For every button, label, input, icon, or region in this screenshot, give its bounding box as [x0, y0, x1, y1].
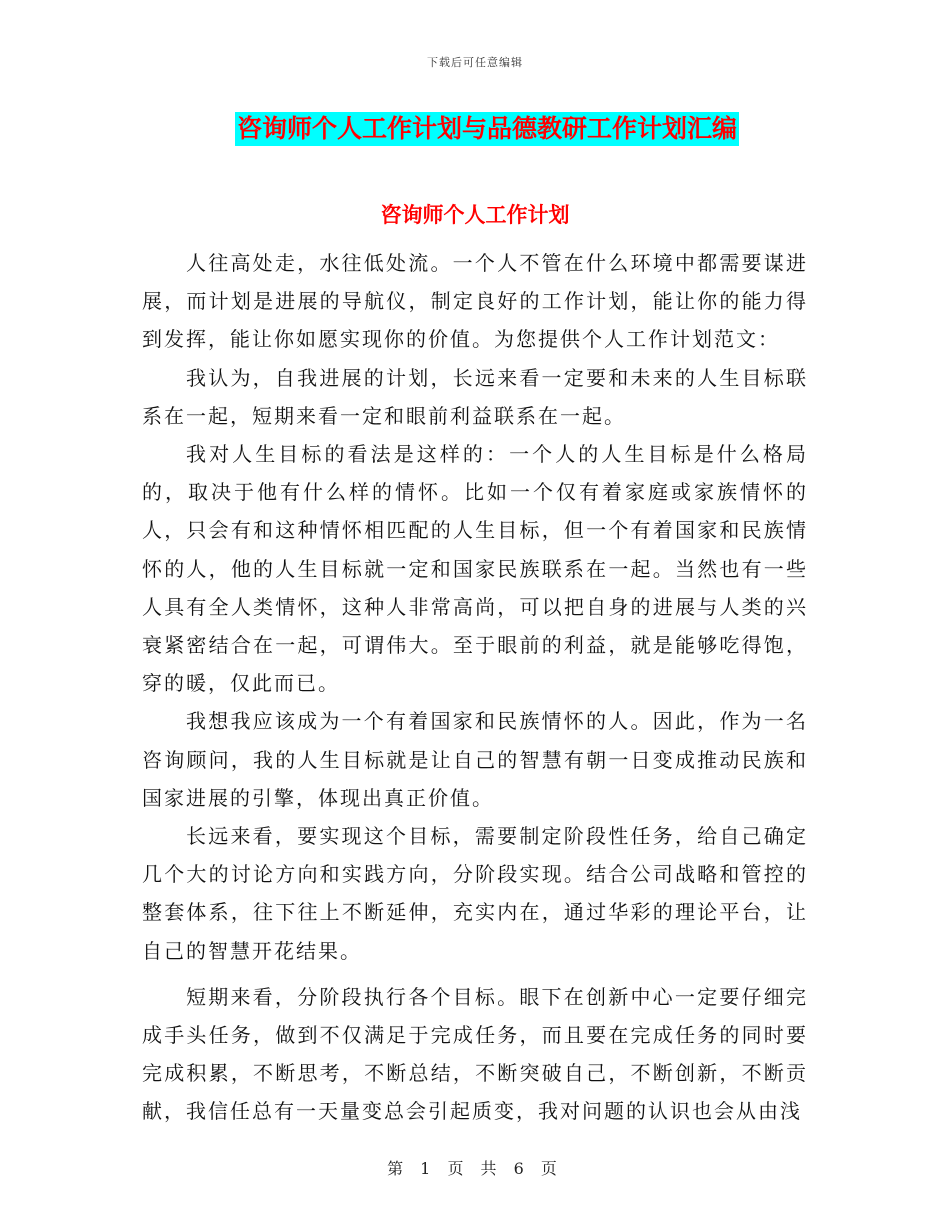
paragraph: 长远来看，要实现这个目标，需要制定阶段性任务，给自己确定几个大的讨论方向和实践方向，分阶段实现。结合公司战略和管控的整套体系，往下往上不断延伸，充实内在，通过华彩的理论平台，让自己的智慧开花结果。	[142, 824, 808, 963]
paragraph: 我认为，自我进展的计划，长远来看一定要和未来的人生目标联系在一起，短期来看一定和眼前利益联系在一起。	[142, 365, 808, 428]
page-number-footer: 第 1 页 共 6 页	[387, 1159, 563, 1178]
document-body	[142, 244, 808, 1131]
paragraph: 我想我应该成为一个有着国家和民族情怀的人。因此，作为一名咨询顾问，我的人生目标就是让自己的智慧有朝一日变成推动民族和国家进展的引擎，体现出真正价值。	[142, 709, 808, 810]
page-header-note: 下载后可任意编辑	[427, 56, 523, 69]
paragraph: 人往高处走，水往低处流。一个人不管在什么环境中都需要谋进展，而计划是进展的导航仪，制定良好的工作计划，能让你的能力得到发挥，能让你如愿实现你的价值。为您提供个人工作计划范文：	[142, 251, 808, 352]
section-title: 咨询师个人工作计划	[380, 202, 570, 227]
document-main-title: 咨询师个人工作计划与品德教研工作计划汇编	[235, 112, 739, 146]
paragraph: 短期来看，分阶段执行各个目标。眼下在创新中心一定要仔细完成手头任务，做到不仅满足于完成任务，而且要在完成任务的同时要完成积累，不断思考，不断总结，不断突破自己，不断创新，不断贡献，我信任总有一天量变总会引起质变，我对问题的认识也会从由浅	[142, 984, 808, 1124]
paragraph: 我对人生目标的看法是这样的：一个人的人生目标是什么格局的，取决于他有什么样的情怀。比如一个仅有着家庭或家族情怀的人，只会有和这种情怀相匹配的人生目标，但一个有着国家和民族情怀的人，他的人生目标就一定和国家民族联系在一起。当然也有一些人具有全人类情怀，这种人非常高尚，可以把自身的进展与人类的兴衰紧密结合在一起，可谓伟大。至于眼前的利益，就是能够吃得饱，穿的暖，仅此而已。	[142, 442, 808, 696]
main-title-container	[0, 112, 950, 146]
